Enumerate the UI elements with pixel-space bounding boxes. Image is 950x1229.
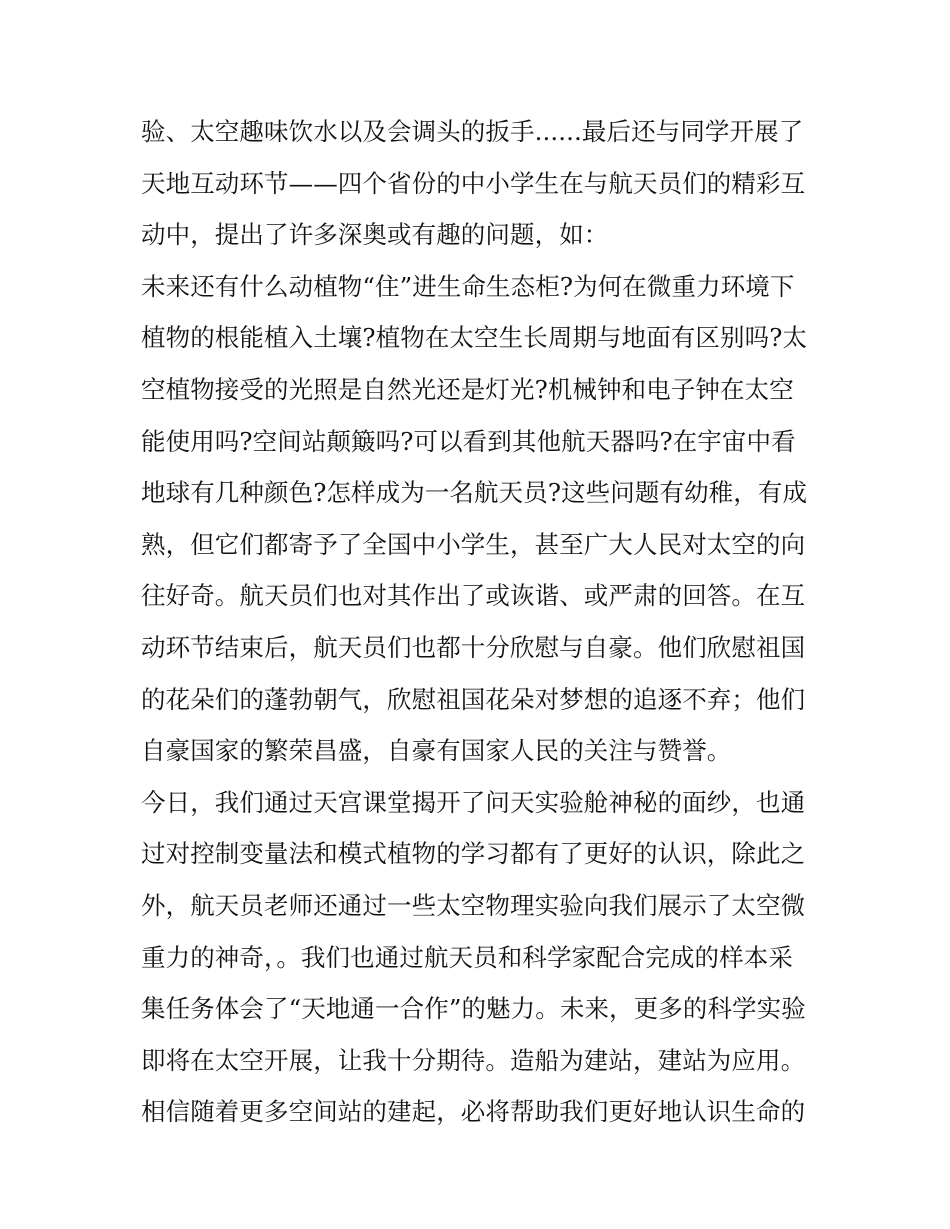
text-line: 能使用吗?空间站颠簸吗?可以看到其他航天器吗?在宇宙中看 [141,426,796,456]
text-line: 自豪国家的繁荣昌盛，自豪有国家人民的关注与赞誉。 [141,736,732,766]
text-line: 相信随着更多空间站的建起，必将帮助我们更好地认识生命的 [141,1097,806,1127]
text-line: 植物的根能植入土壤?植物在太空生长周期与地面有区别吗?太 [141,323,808,353]
text-line: 重力的神奇，。我们也通过航天员和科学家配合完成的样本采 [141,942,793,972]
text-line: 的花朵们的蓬勃朝气，欣慰祖国花朵对梦想的追逐不弃；他们 [141,684,806,714]
text-line: 熟，但它们都寄予了全国中小学生，甚至广大人民对太空的向 [141,529,806,559]
text-line: 集任务体会了“天地通一合作”的魅力。未来，更多的科学实验 [141,994,806,1024]
text-line: 未来还有什么动植物“住”进生命生态柜?为何在微重力环境下 [141,271,795,301]
text-line: 过对控制变量法和模式植物的学习都有了更好的认识，除此之 [141,839,806,869]
text-line: 今日，我们通过天宫课堂揭开了问天实验舱神秘的面纱，也通 [141,787,806,817]
text-line: 动环节结束后，航天员们也都十分欣慰与自豪。他们欣慰祖国 [141,632,806,662]
body-text [141,106,813,1138]
text-line: 往好奇。航天员们也对其作出了或诙谐、或严肃的回答。在互 [141,581,806,611]
text-line: 地球有几种颜色?怎样成为一名航天员?这些问题有幼稚，有成 [141,478,808,508]
text-line: 验、太空趣味饮水以及会调头的扳手......最后还与同学开展了 [141,117,804,146]
text-line: 即将在太空开展，让我十分期待。造船为建站，建站为应用。 [141,1045,806,1075]
text-line: 天地互动环节——四个省份的中小学生在与航天员们的精彩互 [141,168,806,198]
text-line: 外，航天员老师还通过一些太空物理实验向我们展示了太空微 [141,890,806,920]
text-line: 动中，提出了许多深奥或有趣的问题，如： [141,220,609,250]
text-line: 空植物接受的光照是自然光还是灯光?机械钟和电子钟在太空 [141,374,794,404]
